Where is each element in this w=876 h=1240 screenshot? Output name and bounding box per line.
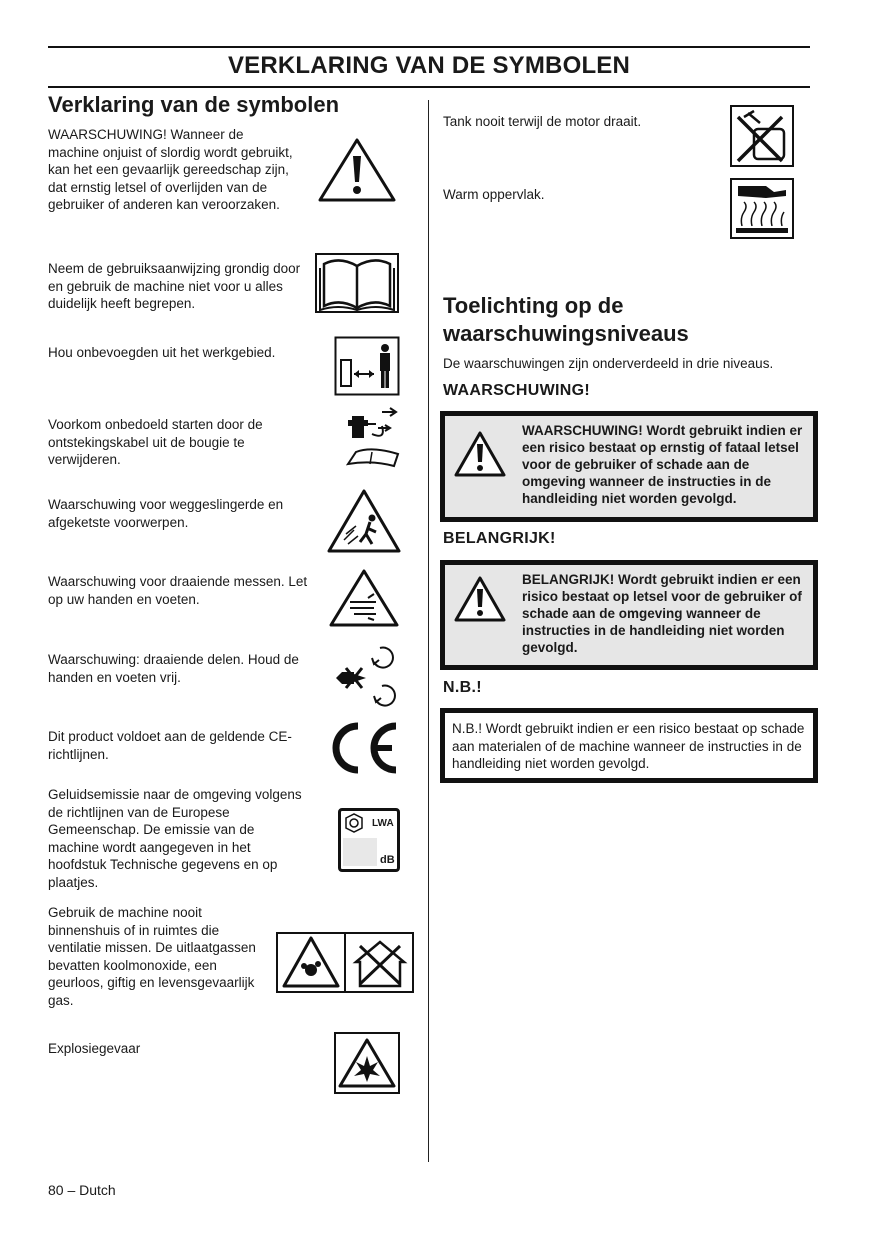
ce-mark-icon bbox=[328, 720, 400, 776]
level-title-warning: WAARSCHUWING! bbox=[443, 382, 590, 399]
header-bottom-rule bbox=[48, 86, 810, 88]
column-divider bbox=[428, 100, 429, 1162]
warning-levels-intro: De waarschuwingen zijn onderverdeeld in drie niveaus. bbox=[443, 356, 774, 371]
noise-label-db: dB bbox=[380, 854, 395, 866]
keep-distance-icon bbox=[334, 336, 400, 396]
warning-triangle-icon bbox=[316, 136, 398, 204]
symbol-text-warning: WAARSCHUWING! Wanneer de machine onjuist of slordig wordt gebruikt, kan het een gevaarlijk gereedschap zijn, dat ernstig letsel of overlijden van de gebruiker of anderen kan veroorzaken. bbox=[48, 127, 293, 213]
page-title: VERKLARING VAN DE SYMBOLEN bbox=[227, 52, 631, 79]
spark-plug-icon bbox=[342, 404, 402, 472]
note-box-text: N.B.! Wordt gebruikt indien er een risico bestaat op schade aan materialen of de machine wanneer de instructies in de handleiding niet worden gevolgd. bbox=[452, 721, 805, 772]
noise-emission-icon bbox=[338, 808, 400, 872]
symbol-text-hot-surface: Warm oppervlak. bbox=[443, 187, 545, 202]
page-footer: 80 – Dutch bbox=[48, 1182, 116, 1198]
warning-box bbox=[440, 411, 818, 522]
top-rule bbox=[48, 46, 810, 48]
symbol-text-spark-plug: Voorkom onbedoeld starten door de ontstekingskabel uit de bougie te verwijderen. bbox=[48, 417, 263, 468]
symbol-text-manual: Neem de gebruiksaanwijzing grondig door en gebruik de machine niet voor u alles duidelijk heeft begrepen. bbox=[48, 261, 301, 312]
level-title-important: BELANGRIJK! bbox=[443, 530, 556, 547]
level-title-note: N.B.! bbox=[443, 679, 482, 696]
symbol-text-rotating-blades: Waarschuwing voor draaiende messen. Let op uw handen en voeten. bbox=[48, 574, 308, 607]
no-refuel-icon bbox=[730, 105, 794, 167]
rotating-parts-icon bbox=[332, 644, 400, 710]
thrown-objects-icon bbox=[326, 488, 402, 554]
symbol-text-rotating-parts: Waarschuwing: draaiende delen. Houd de handen en voeten vrij. bbox=[48, 652, 299, 685]
section-heading-warning-levels: Toelichting op de waarschuwingsniveaus bbox=[443, 293, 689, 346]
warning-triangle-icon bbox=[453, 575, 507, 623]
rotating-blades-icon bbox=[328, 568, 400, 628]
hot-surface-icon bbox=[730, 178, 794, 239]
symbol-text-exhaust: Gebruik de machine nooit binnenshuis of in ruimtes die ventilatie missen. De uitlaatgassen bevatten koolmonoxide, een geurloos, giftig en levensgevaarlijk gas. bbox=[48, 905, 256, 1008]
noise-label-lwa: LWA bbox=[372, 818, 394, 829]
symbol-text-explosion: Explosiegevaar bbox=[48, 1041, 141, 1056]
exhaust-gas-icon bbox=[276, 932, 414, 993]
manual-book-icon bbox=[314, 252, 400, 314]
warning-triangle-icon bbox=[453, 430, 507, 478]
warning-box-text: WAARSCHUWING! Wordt gebruikt indien er een risico bestaat op ernstig of fataal letsel voor de gebruiker of schade aan de omgeving wanneer de instructies in de handleiding niet worden gevolgd. bbox=[522, 423, 803, 506]
note-box bbox=[440, 708, 818, 783]
important-box-text: BELANGRIJK! Wordt gebruikt indien er een risico bestaat op letsel voor de gebruiker of schade aan de omgeving wanneer de instructies in de handleiding niet worden gevolgd. bbox=[522, 572, 802, 655]
symbol-text-noise: Geluidsemissie naar de omgeving volgens de richtlijnen van de Europese Gemeenschap. De emissie van de machine wordt aangegeven in het hoofdstuk Technische gegevens en op plaatjes. bbox=[48, 787, 302, 890]
important-box bbox=[440, 560, 818, 670]
explosion-icon bbox=[334, 1032, 400, 1094]
symbol-text-ce: Dit product voldoet aan de geldende CE-richtlijnen. bbox=[48, 729, 292, 762]
symbol-text-distance: Hou onbevoegden uit het werkgebied. bbox=[48, 345, 276, 360]
left-heading: Verklaring van de symbolen bbox=[48, 92, 340, 117]
symbol-text-thrown-objects: Waarschuwing voor weggeslingerde en afgeketste voorwerpen. bbox=[48, 497, 284, 530]
symbol-text-no-refuel: Tank nooit terwijl de motor draait. bbox=[443, 114, 642, 129]
